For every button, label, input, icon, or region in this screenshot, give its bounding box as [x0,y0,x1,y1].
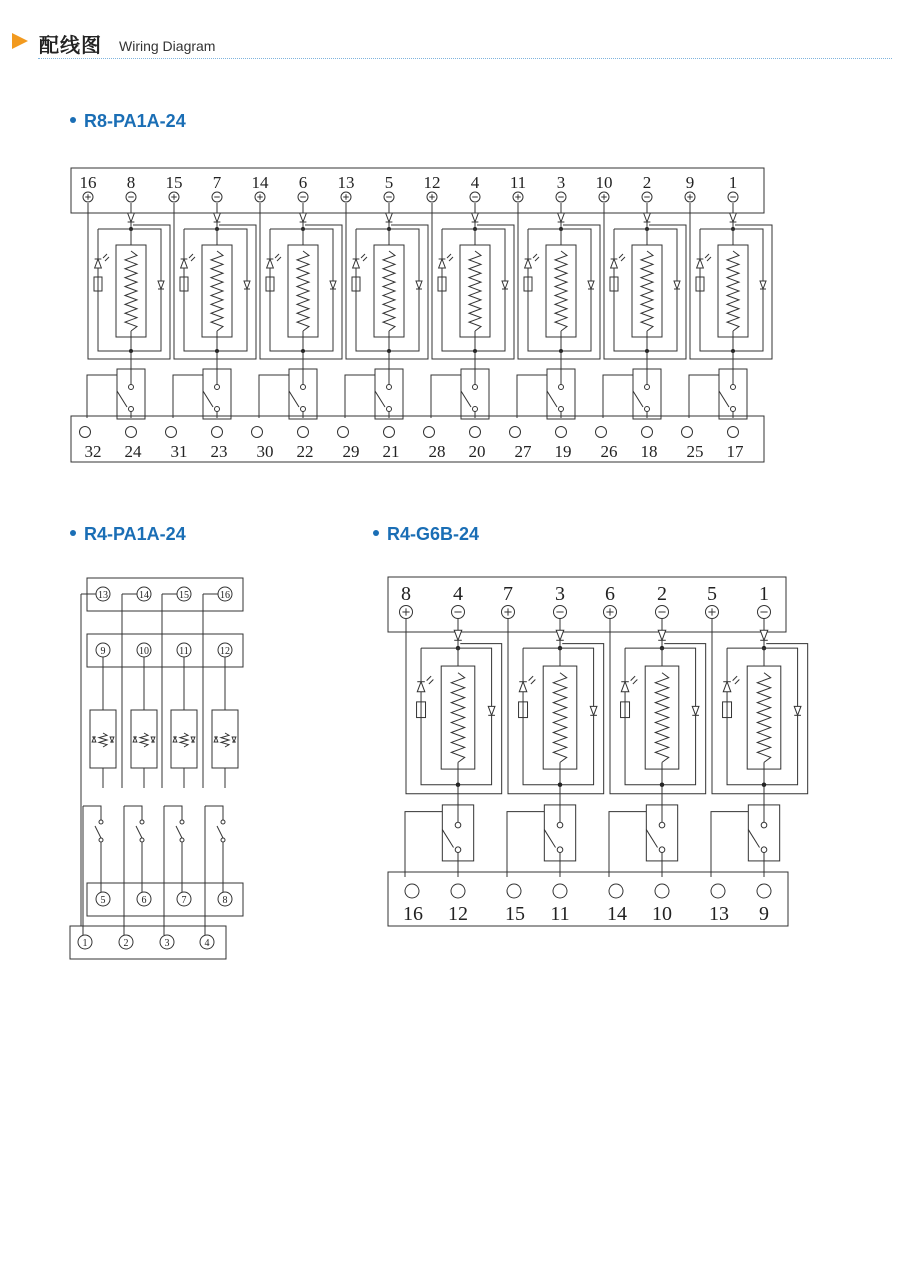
contact-point [301,385,306,390]
mini-relay-1 [78,587,116,949]
diode-symbol [760,281,766,289]
relay-module-4 [338,173,429,461]
contact-point [215,407,220,412]
relay-coil [383,251,395,331]
light-ray [449,257,453,261]
screw-terminal [507,884,521,898]
diode-symbol [158,281,164,289]
contact-point [645,407,650,412]
terminal-label: 9 [685,173,695,192]
diode-symbol [556,630,564,640]
relay-module-6 [510,173,601,461]
relay-module-1 [400,583,502,925]
light-ray [707,257,711,261]
terminal-label: 3 [164,938,170,949]
diode-symbol [214,213,221,222]
relay-coil [211,251,223,331]
terminal-label: 6 [605,583,615,605]
diode-symbol [502,281,508,289]
screw-terminal [80,427,91,438]
light-ray [427,676,431,680]
light-ray [191,257,195,261]
relay-coil [451,673,464,763]
contact-point [559,407,564,412]
relay-coil-box [632,245,662,337]
terminal-label: 8 [222,895,228,906]
contact-point [455,847,461,853]
mini-relay-4 [200,587,238,949]
contact-point [140,838,144,842]
contact-point [557,847,563,853]
terminal-label: 28 [428,442,446,461]
relay-coil [99,733,107,747]
terminal-label: 11 [509,173,527,192]
relay-module-2 [166,173,257,461]
contact-point [140,820,144,824]
terminal-label: 29 [342,442,360,461]
contact-point [301,407,306,412]
contact-point [473,407,478,412]
relay-coil [221,733,229,747]
light-ray [275,254,279,258]
diode-symbol [588,281,594,289]
screw-terminal [252,427,263,438]
diagram-title-r8-text: R8-PA1A-24 [84,111,186,131]
led-symbol [621,682,629,692]
terminal-label: 1 [82,938,88,949]
header-title-cn: 配线图 [39,33,102,57]
diode-symbol [330,281,336,289]
diode-symbol [558,213,565,222]
terminal-label: 11 [550,903,570,925]
diode-symbol [128,213,135,222]
diagram-r4-g6b-24 [388,577,808,926]
relay-module-4 [706,583,808,925]
screw-terminal [728,427,739,438]
terminal-label: 23 [210,442,228,461]
led-symbol [267,259,274,268]
relay-coil-box [645,666,679,769]
relay-coil-box [202,245,232,337]
contact-point [559,385,564,390]
relay-coil [727,251,739,331]
terminal-label: 3 [555,583,565,605]
contact-point [659,822,665,828]
relay-coil-box [460,245,490,337]
light-ray [705,254,709,258]
diode-symbol [472,213,479,222]
contact-point [387,385,392,390]
terminal-label: 12 [448,903,468,925]
diagram-r4-pa1a-24 [70,578,243,959]
terminal-label: 15 [179,590,189,601]
relay-coil [553,673,566,763]
screw-terminal [642,427,653,438]
diode-symbol [644,213,651,222]
relay-module-2 [502,583,604,925]
diode-symbol [760,630,768,640]
contact-point [99,838,103,842]
terminal-label: 16 [403,903,423,925]
terminal-label: 5 [707,583,717,605]
terminal-label: 15 [165,173,183,192]
terminal-label: 16 [220,590,230,601]
terminal-label: 21 [382,442,400,461]
terminal-label: 15 [505,903,525,925]
light-ray [529,676,533,680]
contact-point [731,385,736,390]
terminal-label: 1 [728,173,738,192]
terminal-label: 10 [139,646,149,657]
relay-coil [641,251,653,331]
diode-symbol [454,630,462,640]
contact-point [129,385,134,390]
light-ray [103,254,107,258]
relay-module-3 [604,583,706,925]
relay-coil-box [718,245,748,337]
top-terminal-strip [388,577,786,632]
diagram-title-r4-pa-text: R4-PA1A-24 [84,524,186,544]
led-symbol [92,737,96,742]
screw-terminal [470,427,481,438]
diode-symbol [244,281,250,289]
led-symbol [723,682,731,692]
contact-point [221,838,225,842]
light-ray [361,254,365,258]
terminal-label: 14 [251,173,269,192]
terminal-label: 16 [79,173,97,192]
terminal-label: 32 [84,442,102,461]
diode-symbol [658,630,666,640]
terminal-label: 6 [298,173,308,192]
terminal-label: 14 [139,590,149,601]
relay-coil [555,251,567,331]
screw-terminal [451,884,465,898]
contact-point [473,385,478,390]
terminal-label: 18 [640,442,658,461]
relay-module-8 [682,173,773,461]
terminal-label: 19 [554,442,572,461]
terminal-label: 4 [453,583,463,605]
diagram-title-r4-g6b-text: R4-G6B-24 [387,524,480,544]
relay-coil [469,251,481,331]
screw-terminal [126,427,137,438]
terminal-label: 13 [337,173,355,192]
screw-terminal [510,427,521,438]
screw-terminal [609,884,623,898]
led-symbol [525,259,532,268]
contact-point [129,407,134,412]
screw-terminal [556,427,567,438]
terminal-label: 4 [470,173,480,192]
terminal-label: 22 [296,442,314,461]
terminal-label: 9 [759,903,769,925]
terminal-label: 7 [503,583,513,605]
terminal-label: 11 [179,646,189,657]
terminal-label: 12 [423,173,441,192]
mini-relay-2 [119,587,157,949]
light-ray [735,679,739,683]
diode-symbol [386,213,393,222]
header-title-en: Wiring Diagram [119,38,216,54]
relay-coil [757,673,770,763]
screw-terminal [405,884,419,898]
light-ray [535,257,539,261]
contact-point [215,385,220,390]
diode-symbol [151,737,155,742]
screw-terminal [682,427,693,438]
terminal-label: 3 [556,173,566,192]
terminal-label: 25 [686,442,704,461]
light-ray [531,679,535,683]
terminal-label: 2 [123,938,129,949]
terminal-label: 17 [726,442,744,461]
terminal-label: 10 [595,173,613,192]
diode-symbol [730,213,737,222]
relay-module-1 [80,173,171,461]
terminal-label: 7 [212,173,222,192]
light-ray [533,254,537,258]
diode-symbol [590,706,597,715]
screw-terminal [711,884,725,898]
terminal-label: 10 [652,903,672,925]
led-symbol [697,259,704,268]
contact-point [557,822,563,828]
light-ray [105,257,109,261]
relay-module-3 [252,173,343,461]
terminal-label: 30 [256,442,274,461]
screw-terminal [655,884,669,898]
contact-point [659,847,665,853]
relay-coil-box [116,245,146,337]
relay-module-7 [596,173,687,461]
terminal-label: 5 [384,173,394,192]
diagram-r8-pa1a-24 [71,168,772,462]
led-symbol [95,259,102,268]
relay-coil [125,251,137,331]
light-ray [363,257,367,261]
contact-point [221,820,225,824]
led-symbol [133,737,137,742]
terminal-label: 12 [220,646,230,657]
terminal-label: 9 [100,646,106,657]
contact-point [731,407,736,412]
relay-coil-box [747,666,781,769]
relay-coil-box [288,245,318,337]
diode-symbol [110,737,114,742]
relay-module-5 [424,173,515,461]
led-symbol [611,259,618,268]
screw-terminal [757,884,771,898]
contact-point [761,822,767,828]
light-ray [447,254,451,258]
led-symbol [214,737,218,742]
screw-terminal [166,427,177,438]
contact-point [645,385,650,390]
terminal-label: 2 [657,583,667,605]
terminal-label: 8 [126,173,136,192]
terminal-label: 27 [514,442,532,461]
diode-symbol [416,281,422,289]
terminal-label: 1 [759,583,769,605]
contact-point [180,820,184,824]
contact-point [180,838,184,842]
diode-symbol [692,706,699,715]
screw-terminal [338,427,349,438]
diode-symbol [794,706,801,715]
contact-point [387,407,392,412]
contact-point [99,820,103,824]
led-symbol [519,682,527,692]
contact-point [761,847,767,853]
relay-coil-box [374,245,404,337]
terminal-label: 2 [642,173,652,192]
screw-terminal [596,427,607,438]
led-symbol [417,682,425,692]
light-ray [429,679,433,683]
terminal-label: 13 [709,903,729,925]
light-ray [631,676,635,680]
screw-terminal [384,427,395,438]
relay-coil-box [546,245,576,337]
led-symbol [181,259,188,268]
terminal-label: 6 [141,895,147,906]
screw-terminal [553,884,567,898]
terminal-label: 13 [98,590,108,601]
diode-symbol [191,737,195,742]
terminal-label: 14 [607,903,627,925]
relay-coil-box [441,666,475,769]
diode-symbol [232,737,236,742]
screw-terminal [212,427,223,438]
relay-coil [655,673,668,763]
led-symbol [439,259,446,268]
relay-coil [140,733,148,747]
mini-relay-3 [160,587,197,949]
terminal-label: 26 [600,442,618,461]
light-ray [277,257,281,261]
light-ray [633,679,637,683]
terminal-label: 7 [181,895,187,906]
relay-coil [297,251,309,331]
led-symbol [353,259,360,268]
screw-terminal [424,427,435,438]
terminal-label: 31 [170,442,188,461]
contact-point [455,822,461,828]
screw-terminal [298,427,309,438]
diode-symbol [488,706,495,715]
relay-coil-box [543,666,577,769]
diode-symbol [300,213,307,222]
light-ray [733,676,737,680]
light-ray [621,257,625,261]
terminal-label: 20 [468,442,486,461]
light-ray [619,254,623,258]
relay-coil [180,733,188,747]
terminal-label: 24 [124,442,142,461]
terminal-label: 8 [401,583,411,605]
led-symbol [173,737,177,742]
terminal-label: 5 [100,895,106,906]
diode-symbol [674,281,680,289]
light-ray [189,254,193,258]
terminal-label: 4 [204,938,210,949]
